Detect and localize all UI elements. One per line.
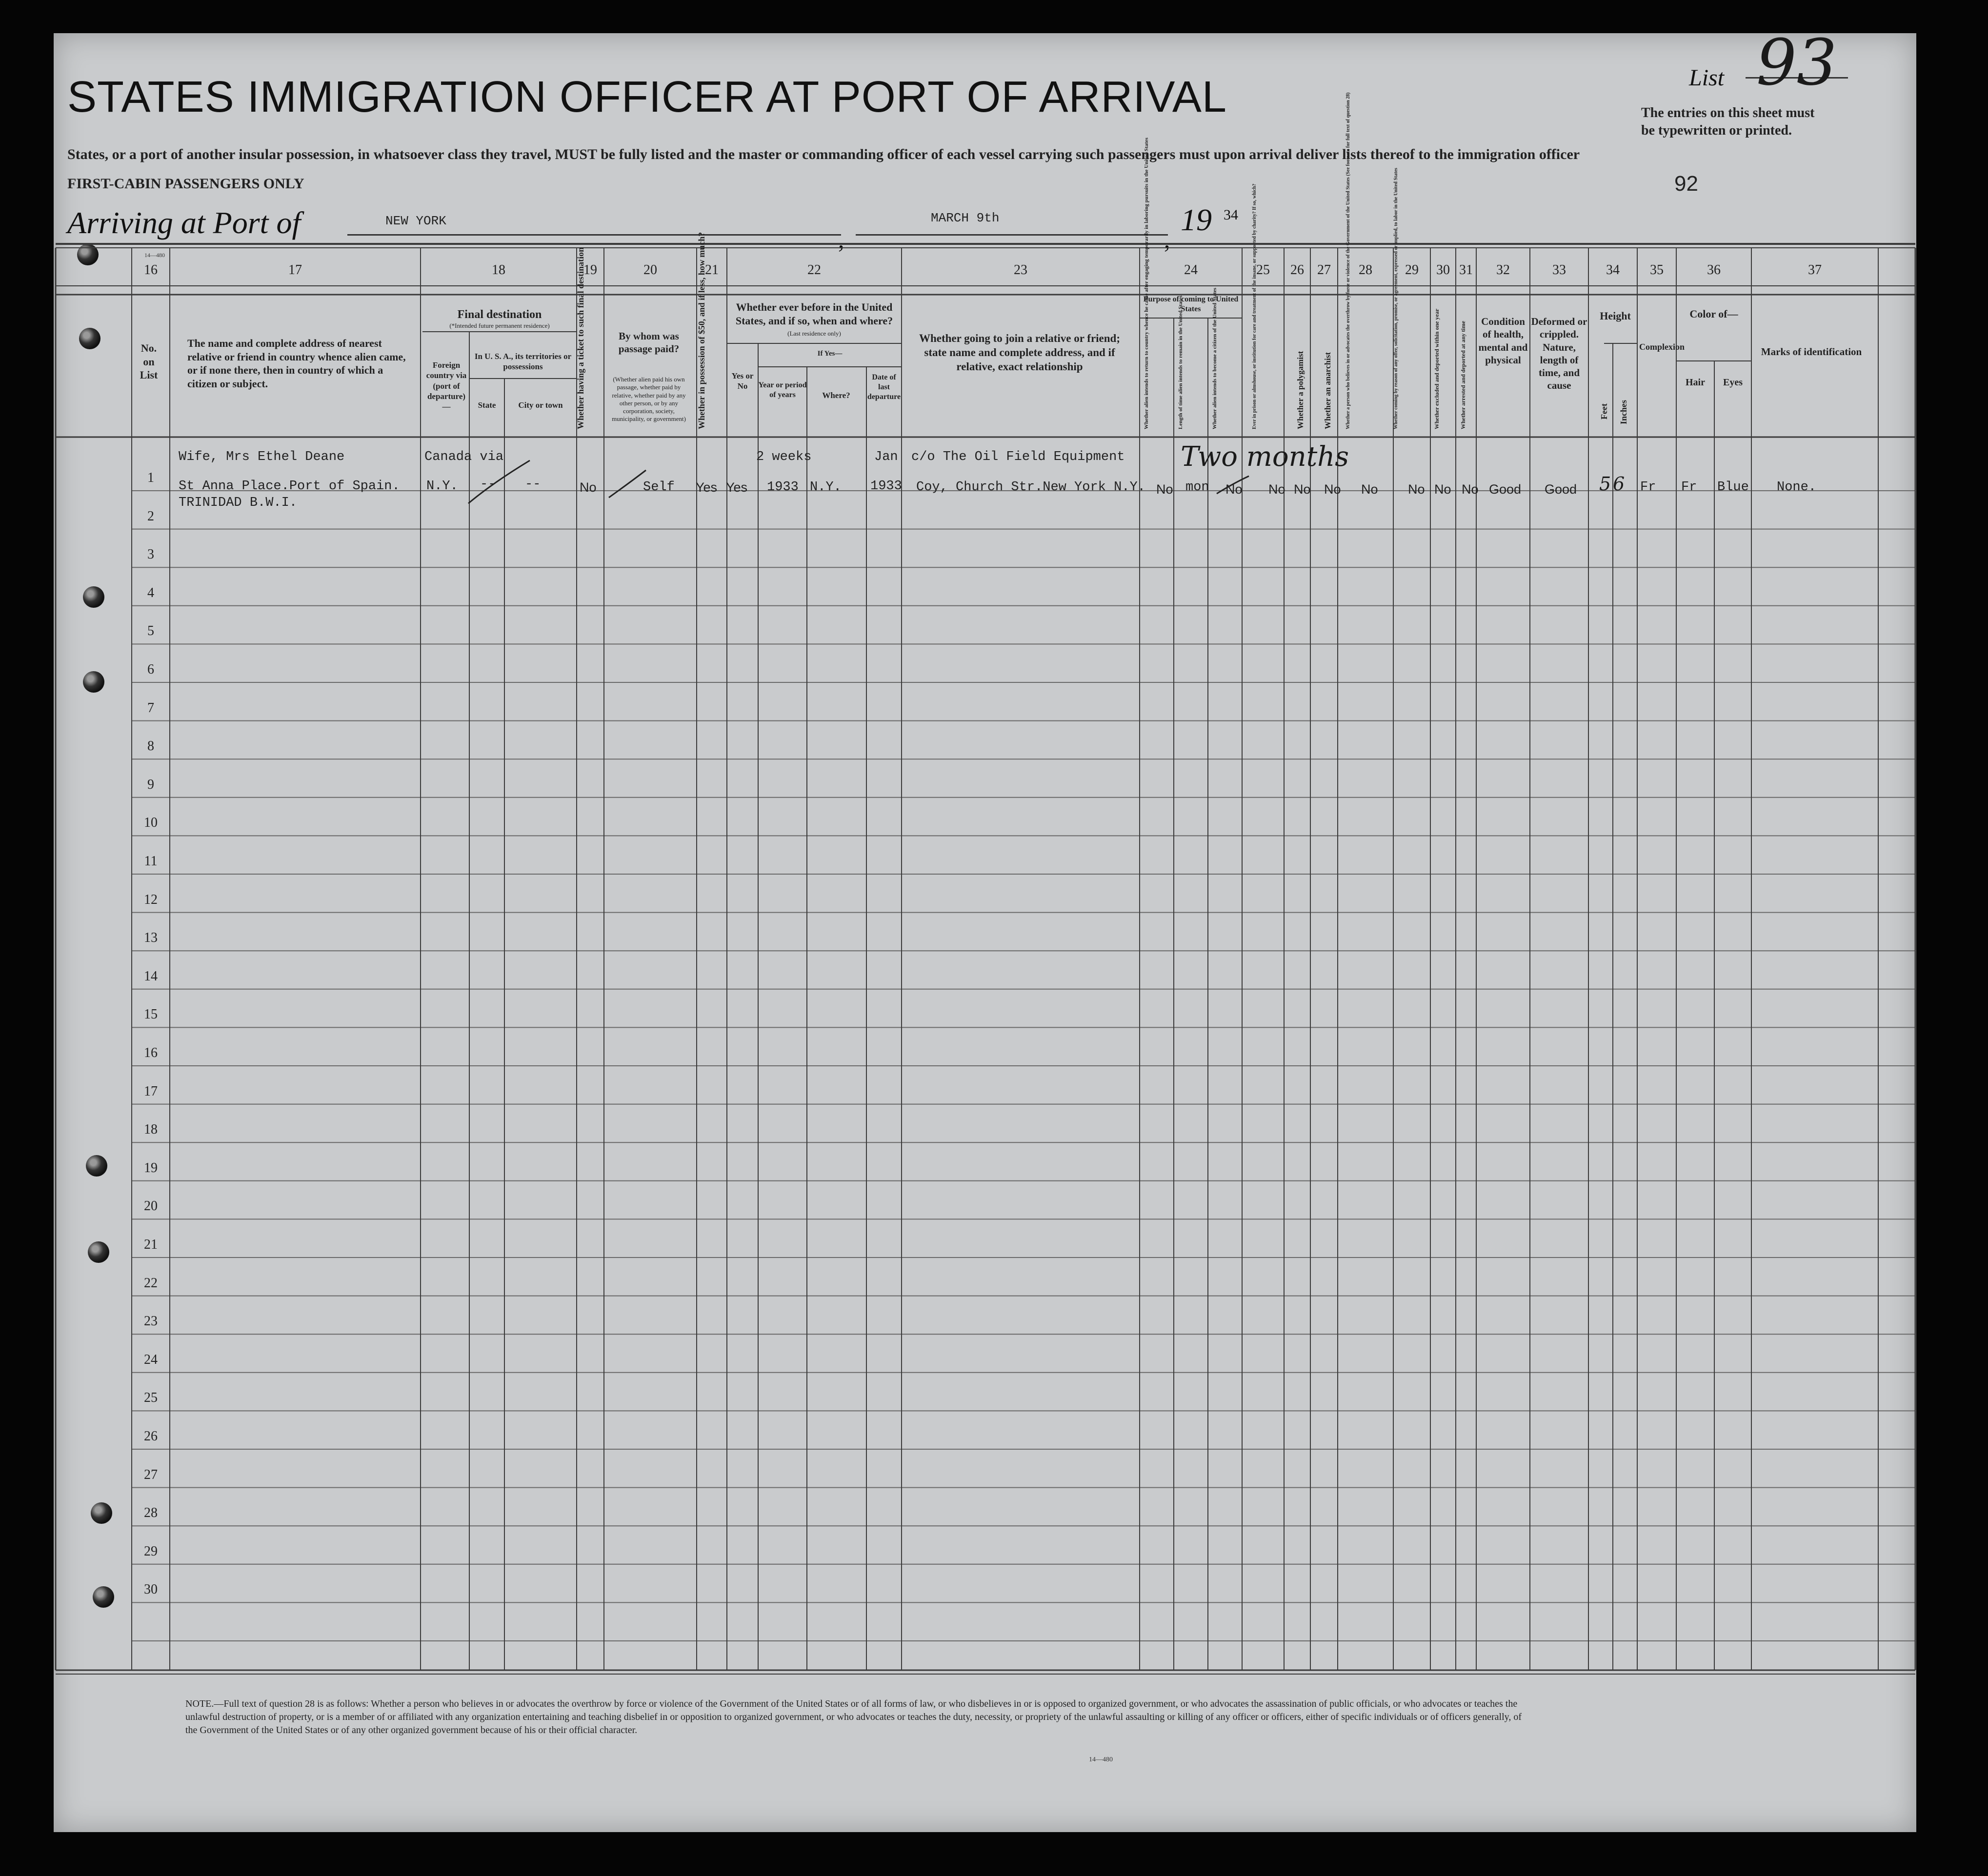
col-ever-before: Whether ever before in the United States, and if so, when and where?: [735, 301, 893, 327]
column-number: 16: [144, 262, 158, 278]
entry-eyes: Blue: [1717, 480, 1749, 495]
row-number: 21: [144, 1237, 158, 1252]
col-marks: Marks of identification: [1761, 346, 1862, 358]
entry-deformed: Good: [1545, 482, 1577, 497]
row-number: 15: [144, 1007, 158, 1022]
column-number: 36: [1707, 262, 1721, 278]
entry-marks: None.: [1777, 480, 1817, 495]
col-where: Where?: [822, 391, 850, 400]
entry-inches: 6: [1613, 473, 1625, 495]
col-health: Condition of health, mental and physical: [1478, 316, 1528, 366]
entry-length-handwritten: Two months: [1181, 441, 1349, 473]
column-number: 33: [1552, 262, 1566, 278]
col-final-destination: Final destination: [457, 308, 542, 321]
entry-period-line2: 1933: [767, 480, 799, 495]
col-eyes: Eyes: [1723, 377, 1743, 388]
col-height: Height: [1600, 310, 1631, 322]
column-number: 21: [705, 262, 719, 278]
row-number: 19: [144, 1160, 158, 1176]
col-purpose: Purpose of coming to United States: [1143, 295, 1239, 313]
row-number: 26: [144, 1429, 158, 1444]
row-number: 23: [144, 1314, 158, 1329]
sheet-number: 92: [1674, 172, 1698, 196]
row-number: 4: [147, 585, 154, 600]
col-foreign-country: Foreign country via (port of departure)—: [426, 360, 467, 411]
row-number: 22: [144, 1275, 158, 1291]
col-in-usa: In U. S. A., its territories or possessions: [474, 352, 572, 372]
column-number: 25: [1256, 262, 1270, 278]
column-number: 22: [807, 262, 821, 278]
year-prefix: 19: [1181, 202, 1212, 237]
row-number: 17: [144, 1083, 158, 1099]
page-title: STATES IMMIGRATION OFFICER AT PORT OF ARRIVAL: [67, 73, 1227, 121]
col-city: City or town: [518, 400, 563, 410]
notice-line-1: The entries on this sheet must: [1641, 105, 1815, 120]
col-arrested: Whether arrested and deported at any time: [1460, 320, 1466, 429]
row-number: 13: [144, 930, 158, 946]
column-number: 35: [1650, 262, 1664, 278]
column-number: 29: [1405, 262, 1419, 278]
row-number: 20: [144, 1198, 158, 1214]
col-prison: Ever in prison or almshouse, or institution for care and treatment of the insane, or supported by charity? If so, which?: [1252, 183, 1257, 429]
col-anarchist: Whether an anarchist: [1323, 352, 1332, 429]
col-solicitation: Whether coming by reason of any offer, solicitation, promise, or agreement, expressed or implied, to labor in the United States: [1393, 168, 1399, 429]
list-number: 93: [1756, 25, 1837, 100]
col-joining-relative: Whether going to join a relative or friend; state name and complete address, and if relative, exact relationship: [919, 332, 1121, 373]
row-number: 25: [144, 1390, 158, 1406]
col-fifty-dollars: Whether in possession of $50, and if less, how much?: [697, 232, 706, 429]
form-code-top: 14—480: [144, 252, 165, 259]
rules-text: States, or a port of another insular possession, in whatsoever class they travel, MUST be fully listed and the master or commanding officer of each vessel carrying such passengers must upon arrival deliver lists thereof to the immigration officer: [67, 146, 1580, 162]
row-number: 7: [147, 700, 154, 716]
row-number: 9: [147, 777, 154, 792]
column-number: 26: [1290, 262, 1304, 278]
entry-ever-before: Yes: [726, 480, 748, 495]
row-number: 29: [144, 1543, 158, 1559]
col-date-last-departure: Date of last departure: [867, 373, 901, 401]
col-color-of: Color of—: [1689, 308, 1738, 320]
col-nearest-relative: The name and complete address of nearest relative or friend in country whence alien came, or if none there, then in country of which a citizen or subject.: [187, 337, 406, 390]
row-number: 24: [144, 1352, 158, 1367]
entry-return: No: [1156, 482, 1173, 497]
port-value: NEW YORK: [385, 214, 446, 228]
col-excluded: Whether excluded and deported within one year: [1433, 308, 1440, 429]
row-number: 16: [144, 1045, 158, 1060]
entry-overthrow: No: [1361, 482, 1378, 497]
entry-period-line1: 2 weeks: [756, 450, 812, 464]
entry-length-typed: mon: [1185, 480, 1209, 495]
entry-feet: 5: [1599, 473, 1611, 495]
entry-paid-by: Self: [643, 480, 675, 495]
entry-prison: No: [1268, 482, 1285, 497]
column-number: 32: [1496, 262, 1510, 278]
entry-city: --: [525, 477, 541, 492]
row-number: 2: [147, 508, 154, 524]
column-number: 28: [1359, 262, 1372, 278]
entry-departure-line2: 1933: [870, 479, 902, 494]
row-number: 27: [144, 1467, 158, 1482]
notice-line-2: be typewritten or printed.: [1641, 123, 1792, 139]
entry-state: --: [480, 477, 496, 492]
entry-solicitation: No: [1408, 482, 1425, 497]
entry-foreign-line1: Canada via: [424, 450, 504, 464]
entry-relative-line3: TRINIDAD B.W.I.: [179, 496, 298, 510]
entry-polygamist: No: [1294, 482, 1311, 497]
row-number: 12: [144, 892, 158, 907]
row-number: 10: [144, 815, 158, 831]
col-purpose-return: Whether alien intends to return to country whence he came after engaging temporarily in laboring pursuits in the United States: [1144, 138, 1149, 429]
column-number: 18: [492, 262, 505, 278]
col-year-period: Year or period of years: [758, 381, 807, 399]
row-number: 28: [144, 1505, 158, 1521]
column-number: 30: [1436, 262, 1450, 278]
entry-relative-line1: Wife, Mrs Ethel Deane: [179, 450, 345, 464]
date-value: MARCH 9th: [931, 211, 1000, 225]
col-hair: Hair: [1686, 377, 1705, 388]
row-number: 30: [144, 1582, 158, 1597]
entry-excluded: No: [1434, 482, 1451, 497]
entry-citizen: No: [1225, 482, 1243, 497]
footnote: NOTE.—Full text of question 28 is as follows: Whether a person who believes in or advocates the overthrow by force or violence of the Government of the United States or of all forms of law, or who disbelieves in or is opposed to organized government, or who advocates the assassination of public officials, or who advocates or teaches the unlawful destruction of property, or is a member of or affiliated with any organization entertaining and teaching disbelief in or opposition to organized government, or who advocates or teaches the duty, necessity, or propriety of the unlawful assaulting or killing of any officer or officers, either of specific individuals or of officers generally, of the Government of the United States or of any other organized government because of his or their official character.: [185, 1698, 1522, 1736]
entry-health: Good: [1489, 482, 1522, 497]
col-yes-no: Yes or No: [731, 371, 754, 391]
col-ever-before-sub: (Last residence only): [787, 330, 841, 337]
arriving-label: Arriving at Port of: [67, 205, 301, 240]
row-number: 14: [144, 968, 158, 984]
col-ticket: Whether having a ticket to such final destination: [576, 247, 585, 429]
col-inches: Inches: [1619, 399, 1628, 424]
row-number: 6: [147, 662, 154, 677]
column-number: 34: [1606, 262, 1620, 278]
column-number: 20: [643, 262, 657, 278]
entry-anarchist: No: [1324, 482, 1341, 497]
column-number: 24: [1184, 262, 1198, 278]
column-number: 37: [1808, 262, 1822, 278]
entry-joining-line1: c/o The Oil Field Equipment: [911, 450, 1125, 464]
col-state: State: [478, 400, 496, 410]
entry-hair: Fr: [1681, 480, 1697, 495]
column-number: 23: [1014, 262, 1027, 278]
col-purpose-length: Length of time alien intends to remain in the United States: [1178, 295, 1184, 429]
entry-departure-line1: Jan: [874, 450, 898, 464]
entry-relative-line2: St Anna Place.Port of Spain.: [179, 479, 400, 494]
col-by-whom-paid: By whom was passage paid?: [618, 330, 680, 355]
row-number: 1: [147, 470, 154, 485]
col-by-whom-paid-sub: (Whether alien paid his own passage, whether paid by relative, whether paid by any other person, or by any corporation, society, municipality, or government): [612, 376, 686, 423]
column-number: 27: [1317, 262, 1331, 278]
row-number: 3: [147, 547, 154, 562]
entry-joining-line2: Coy, Church Str.New York N.Y.: [916, 480, 1145, 495]
col-no-on-list: No. on List: [140, 342, 158, 381]
row-number: 11: [144, 854, 158, 869]
entry-complexion: Fr: [1640, 480, 1656, 495]
form-code-bottom: 14—480: [1089, 1756, 1113, 1763]
row-number: 5: [147, 623, 154, 639]
column-number: 17: [288, 262, 302, 278]
col-deformed: Deformed or crippled. Nature, length of time, and cause: [1531, 316, 1587, 392]
year-suffix: 34: [1224, 207, 1238, 223]
column-number: 19: [583, 262, 597, 278]
column-number: 31: [1459, 262, 1473, 278]
col-final-destination-sub: (*Intended future permanent residence): [449, 322, 550, 329]
col-complexion: Complexion: [1639, 342, 1685, 352]
entry-where: N.Y.: [810, 480, 842, 495]
row-number: 8: [147, 738, 154, 754]
col-if-yes: If Yes—: [817, 350, 843, 358]
entry-arrested: No: [1462, 482, 1479, 497]
row-number: 18: [144, 1122, 158, 1138]
passenger-class: FIRST-CABIN PASSENGERS ONLY: [67, 176, 304, 192]
col-feet: Feet: [1599, 403, 1609, 419]
col-overthrow: Whether a person who believes in or advocates the overthrow by force or violence of the Government of the United States (See footnote for full text of question 28): [1345, 92, 1351, 429]
col-purpose-citizen: Whether alien intends to become a citizen of the United States: [1212, 287, 1218, 429]
list-label: List: [1689, 65, 1725, 91]
entry-foreign-line2: N.Y.: [426, 479, 458, 494]
col-polygamist: Whether a polygamist: [1296, 351, 1305, 429]
entry-ticket: No: [580, 480, 597, 495]
entry-fifty: Yes: [696, 480, 718, 495]
